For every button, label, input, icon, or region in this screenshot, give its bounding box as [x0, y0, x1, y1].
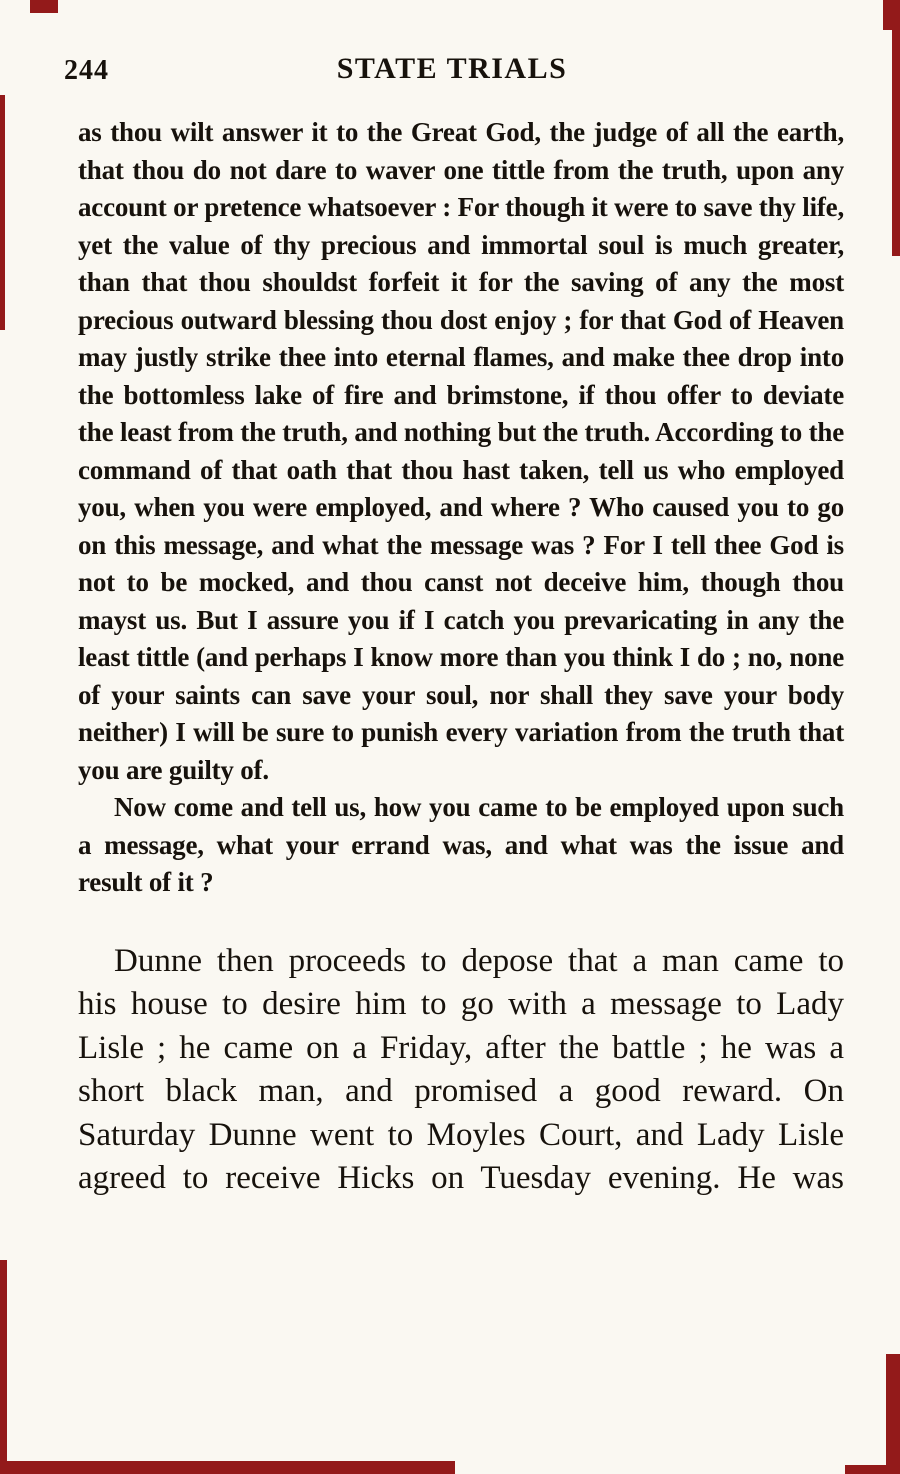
scan-artifact-top-left — [30, 0, 58, 13]
page-text — [78, 114, 844, 1201]
scan-artifact-bottom-right — [845, 1465, 900, 1474]
scan-artifact-left-upper — [0, 95, 5, 330]
scan-artifact-bottom-left — [0, 1461, 455, 1474]
scan-artifact-left-lower — [0, 1260, 7, 1474]
paragraph-deposition: Dunne then proceeds to depose that a man came to his house to desire him to go with a message to Lady Lisle ; he came on a Friday, after the battle ; he was a short black man, and promised a good reward. On Saturday Dunne went to Moyles Court, and Lady Lisle agreed to receive Hicks on Tuesday evening. He was — [78, 942, 844, 1196]
page-header — [60, 52, 844, 92]
paragraph-examination-2: Now come and tell us, how you came to be employed upon such a message, what your errand was, and what was the issue and result of it ? — [78, 792, 844, 897]
scan-artifact-bottom-right-strip — [886, 1354, 900, 1474]
scan-artifact-right-top — [892, 0, 900, 256]
page-number: 244 — [64, 55, 109, 86]
running-title: STATE TRIALS — [336, 52, 568, 85]
paragraph-examination-1: as thou wilt answer it to the Great God, the judge of all the earth, that thou do not dare to waver one tittle from the truth, upon any account or pretence whatsoever : For though it were to save thy life, yet the value of thy precious and immortal soul is much greater, than that thou shouldst forfeit it for the saving of any the most precious outward blessing thou dost enjoy ; for that God of Heaven may justly strike thee into eternal flames, and make thee drop into the bottomless lake of fire and brimstone, if thou offer to deviate the least from the truth, and nothing but the truth. According to the command of that oath that thou hast taken, tell us who employed you, when you were employed, and where ? Who caused you to go on this message, and what the message was ? For I tell thee God is not to be mocked, and thou canst not deceive him, though thou mayst us. But I assure you if I catch you prevaricating in any the least tittle (and perhaps I know more than you think I do ; no, none of your saints can save your soul, nor shall they save your body neither) I will be sure to punish every variation from the truth that you are guilty of. — [78, 117, 844, 785]
